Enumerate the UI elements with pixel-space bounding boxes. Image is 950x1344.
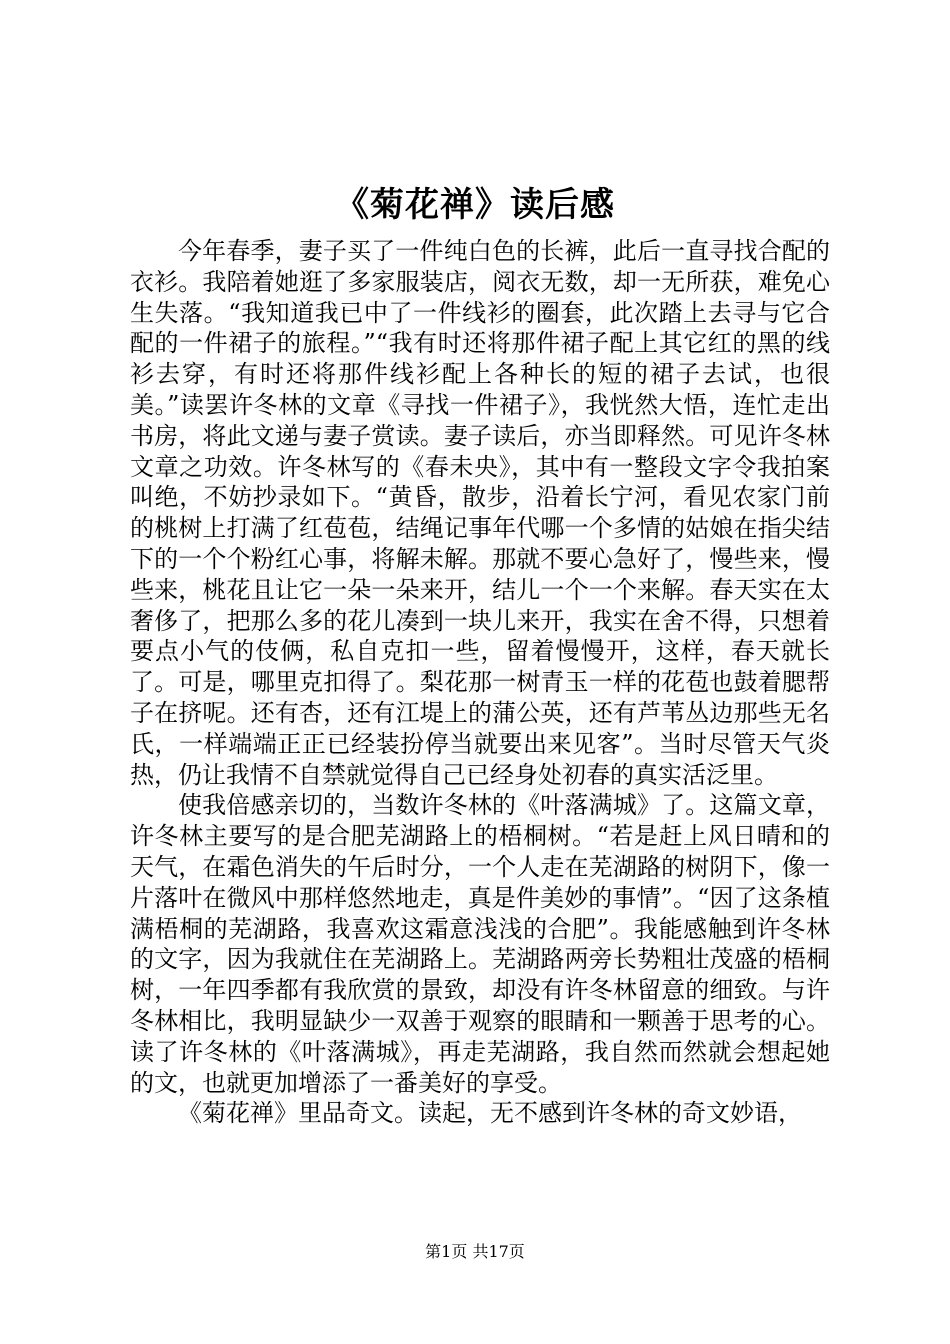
paragraph: 使我倍感亲切的，当数许冬林的《叶落满城》了。这篇文章，许冬林主要写的是合肥芜湖路上的梧桐树。“若是赶上风日晴和的天气，在霜色消失的午后时分，一个人走在芜湖路的树阴下，像一片落叶在微风中那样悠然地走，真是件美妙的事情”。“因了这条植满梧桐的芜湖路，我喜欢这霜意浅浅的合肥”。我能感触到许冬林的文字，因为我就住在芜湖路上。芜湖路两旁长势粗壮茂盛的梧桐树，一年四季都有我欣赏的景致，却没有许冬林留意的细致。与许冬林相比，我明显缺少一双善于观察的眼睛和一颗善于思考的心。读了许冬林的《叶落满城》，再走芜湖路，我自然而然就会想起她的文，也就更加增添了一番美好的享受。	[130, 791, 830, 1097]
paragraph: 今年春季，妻子买了一件纯白色的长裤，此后一直寻找合配的衣衫。我陪着她逛了多家服装店，阅衣无数，却一无所获，难免心生失落。“我知道我已中了一件线衫的圈套，此次踏上去寻与它合配的一件裙子的旅程。”“我有时还将那件裙子配上其它红的黑的线衫去穿，有时还将那件线衫配上各种长的短的裙子去试，也很美。”读罢许冬林的文章《寻找一件裙子》，我恍然大悟，连忙走出书房，将此文递与妻子赏读。妻子读后，亦当即释然。可见许冬林文章之功效。许冬林写的《春未央》，其中有一整段文字令我拍案叫绝，不妨抄录如下。“黄昏，散步，沿着长宁河，看见农家门前的桃树上打满了红苞苞，结绳记事年代哪一个多情的姑娘在指尖结下的一个个粉红心事，将解未解。那就不要心急好了，慢些来，慢些来，桃花且让它一朵一朵来开，结儿一个一个来解。春天实在太奢侈了，把那么多的花儿凑到一块儿来开，我实在舍不得，只想着要点小气的伎俩，私自克扣一些，留着慢慢开，这样，春天就长了。可是，哪里克扣得了。梨花那一树青玉一样的花苞也鼓着腮帮子在挤呢。还有杏，还有江堤上的蒲公英，还有芦苇丛边那些无名氏，一样端端正正已经装扮停当就要出来见客”。当时尽管天气炎热，仍让我情不自禁就觉得自己已经身处初春的真实活泛里。	[130, 237, 830, 789]
document-body	[130, 236, 830, 1129]
paragraph: 《菊花禅》里品奇文。读起，无不感到许冬林的奇文妙语，	[178, 1099, 802, 1128]
page-footer: 第1页 共17页	[425, 1242, 525, 1261]
document-title: 《菊花禅》读后感	[335, 185, 615, 225]
